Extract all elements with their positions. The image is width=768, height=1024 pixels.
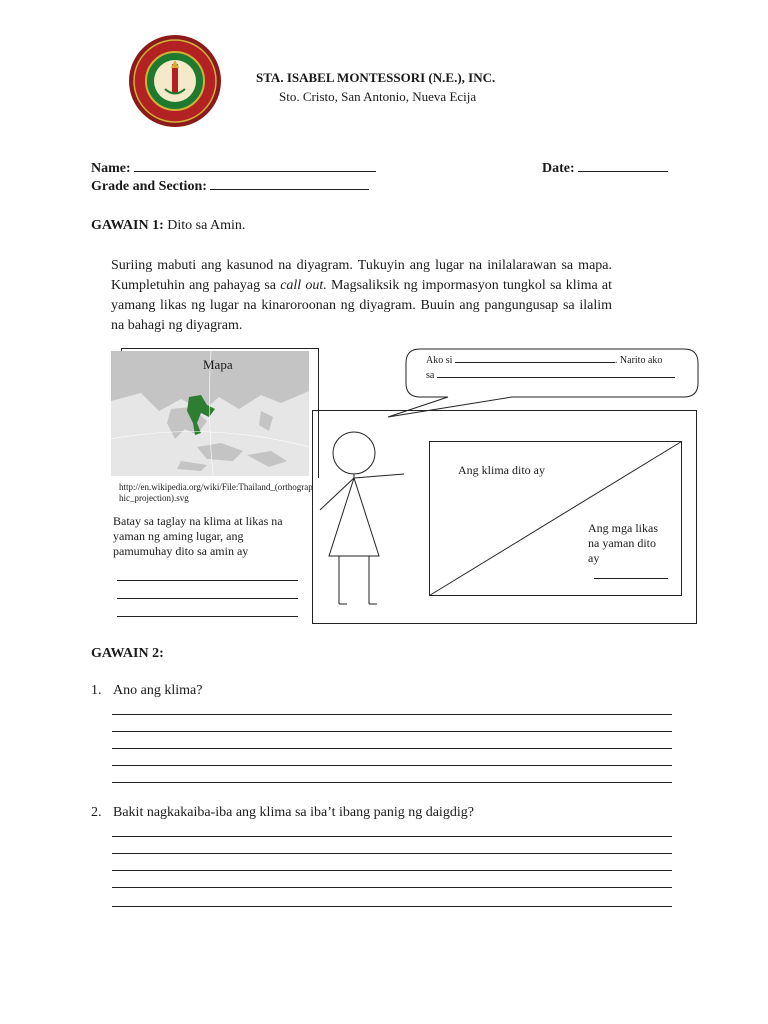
callout-name-blank[interactable]	[455, 362, 615, 363]
name-label: Name:	[91, 161, 131, 176]
gawain1-heading	[91, 218, 245, 234]
q1-number: 1.	[91, 683, 102, 698]
name-row	[91, 161, 376, 177]
grade-blank[interactable]	[210, 189, 369, 190]
callout-place-blank[interactable]	[437, 377, 675, 378]
gawain1-instructions: Suriing mabuti ang kasunod na diyagram. Tukuyin ang lugar na inilalarawan sa mapa. Kumpletuhin ang pahayag sa call out. Magsaliksik ng impormasyon tungkol sa klima at yamang likas ng lugar na kinaroroonan ng diyagram. Buuin ang pangungusap sa ilalim na bahagi ng diyagram.	[111, 258, 612, 333]
school-name: STA. ISABEL MONTESSORI (N.E.), INC.	[256, 70, 496, 85]
gawain1-title: Dito sa Amin.	[167, 218, 246, 233]
below-map-text: Batay sa taglay na klima at likas na yaman ng aming lugar, ang pamumuhay dito sa amin ay	[113, 514, 283, 558]
map-source-url[interactable]: http://en.wikipedia.org/wiki/File:Thailand_(orthographic_projection).svg	[119, 482, 313, 503]
q1-text: Ano ang klima?	[113, 683, 203, 698]
klima-text: Ang klima dito ay	[458, 463, 545, 477]
grade-row	[91, 179, 369, 195]
gawain2-heading: GAWAIN 2:	[91, 646, 164, 661]
q2-number: 2.	[91, 805, 102, 820]
school-logo	[128, 34, 222, 128]
q2-text: Bakit nagkakaiba-iba ang klima sa iba’t ibang panig ng daigdig?	[113, 805, 474, 820]
stick-figure	[314, 428, 414, 610]
date-label: Date:	[542, 161, 575, 176]
likas-text: Ang mga likas na yaman dito ay	[588, 521, 658, 565]
grade-label: Grade and Section:	[91, 179, 207, 194]
date-row	[542, 161, 668, 177]
gawain1-label: GAWAIN 1:	[91, 218, 164, 233]
school-address: Sto. Cristo, San Antonio, Nueva Ecija	[279, 89, 477, 104]
callout-line2: sa	[426, 370, 675, 381]
callout-line1: Ako si . Narito ako	[426, 355, 663, 366]
date-blank[interactable]	[578, 171, 668, 172]
name-blank[interactable]	[134, 171, 376, 172]
map-label: Mapa	[203, 357, 233, 372]
